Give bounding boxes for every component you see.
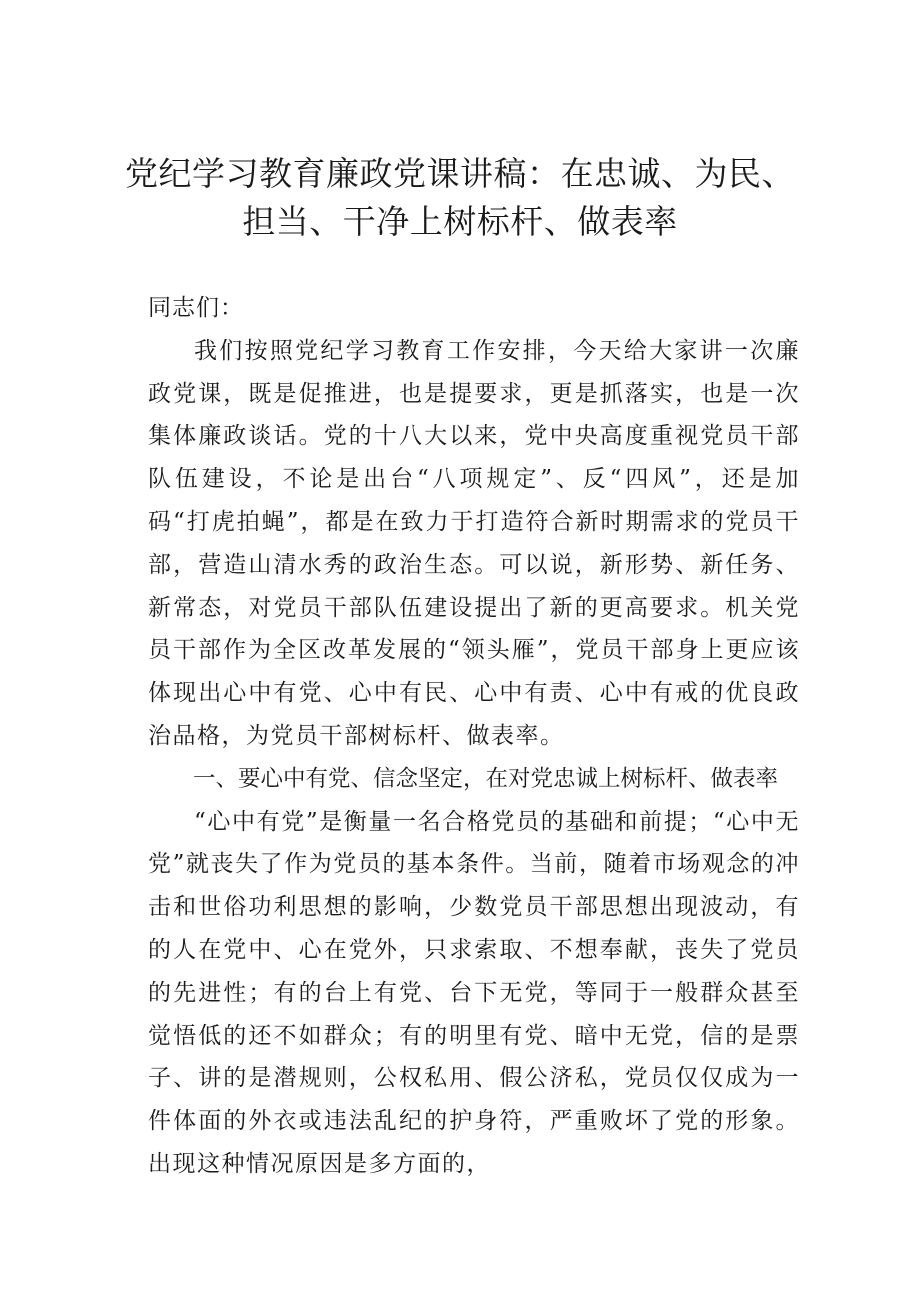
paragraph-intro: 我们按照党纪学习教育工作安排，今天给大家讲一次廉政党课，既是促推进，也是提要求，更是抓落实，也是一次集体廉政谈话。党的十八大以来，党中央高度重视党员干部队伍建设，不论是出台“八项规定”、反“四风”，还是加码“打虎拍蝇”，都是在致力于打造符合新时期需求的党员干部，营造山清水秀的政治生态。可以说，新形势、新任务、新常态，对党员干部队伍建设提出了新的更高要求。机关党员干部作为全区改革发展的“领头雁”，党员干部身上更应该体现出心中有党、心中有民、心中有责、心中有戒的优良政治品格，为党员干部树标杆、做表率。 <box>148 337 800 749</box>
document-title <box>120 150 800 246</box>
section-heading-1: 一、要心中有党、信念坚定，在对党忠诚上树标杆、做表率 <box>193 765 779 792</box>
greeting: 同志们： <box>148 295 244 321</box>
title-line-2: 担当、干净上树标杆、做表率 <box>242 202 678 241</box>
document-body <box>148 287 800 1186</box>
paragraph-section-1: “心中有党”是衡量一名合格党员的基础和前提；“心中无党”就丧失了作为党员的基本条件。当前，随着市场观念的冲击和世俗功利思想的影响，少数党员干部思想出现波动，有的人在党中、心在党外，只求索取、不想奉献，丧失了党员的先进性；有的台上有党、台下无党，等同于一般群众甚至觉悟低的还不如群众；有的明里有党、暗中无党，信的是票子、讲的是潜规则，公权私用、假公济私，党员仅仅成为一件体面的外衣或违法乱纪的护身符，严重败坏了党的形象。出现这种情况原因是多方面的， <box>148 808 800 1177</box>
title-line-1: 党纪学习教育廉政党课讲稿：在忠诚、为民、 <box>125 154 795 193</box>
